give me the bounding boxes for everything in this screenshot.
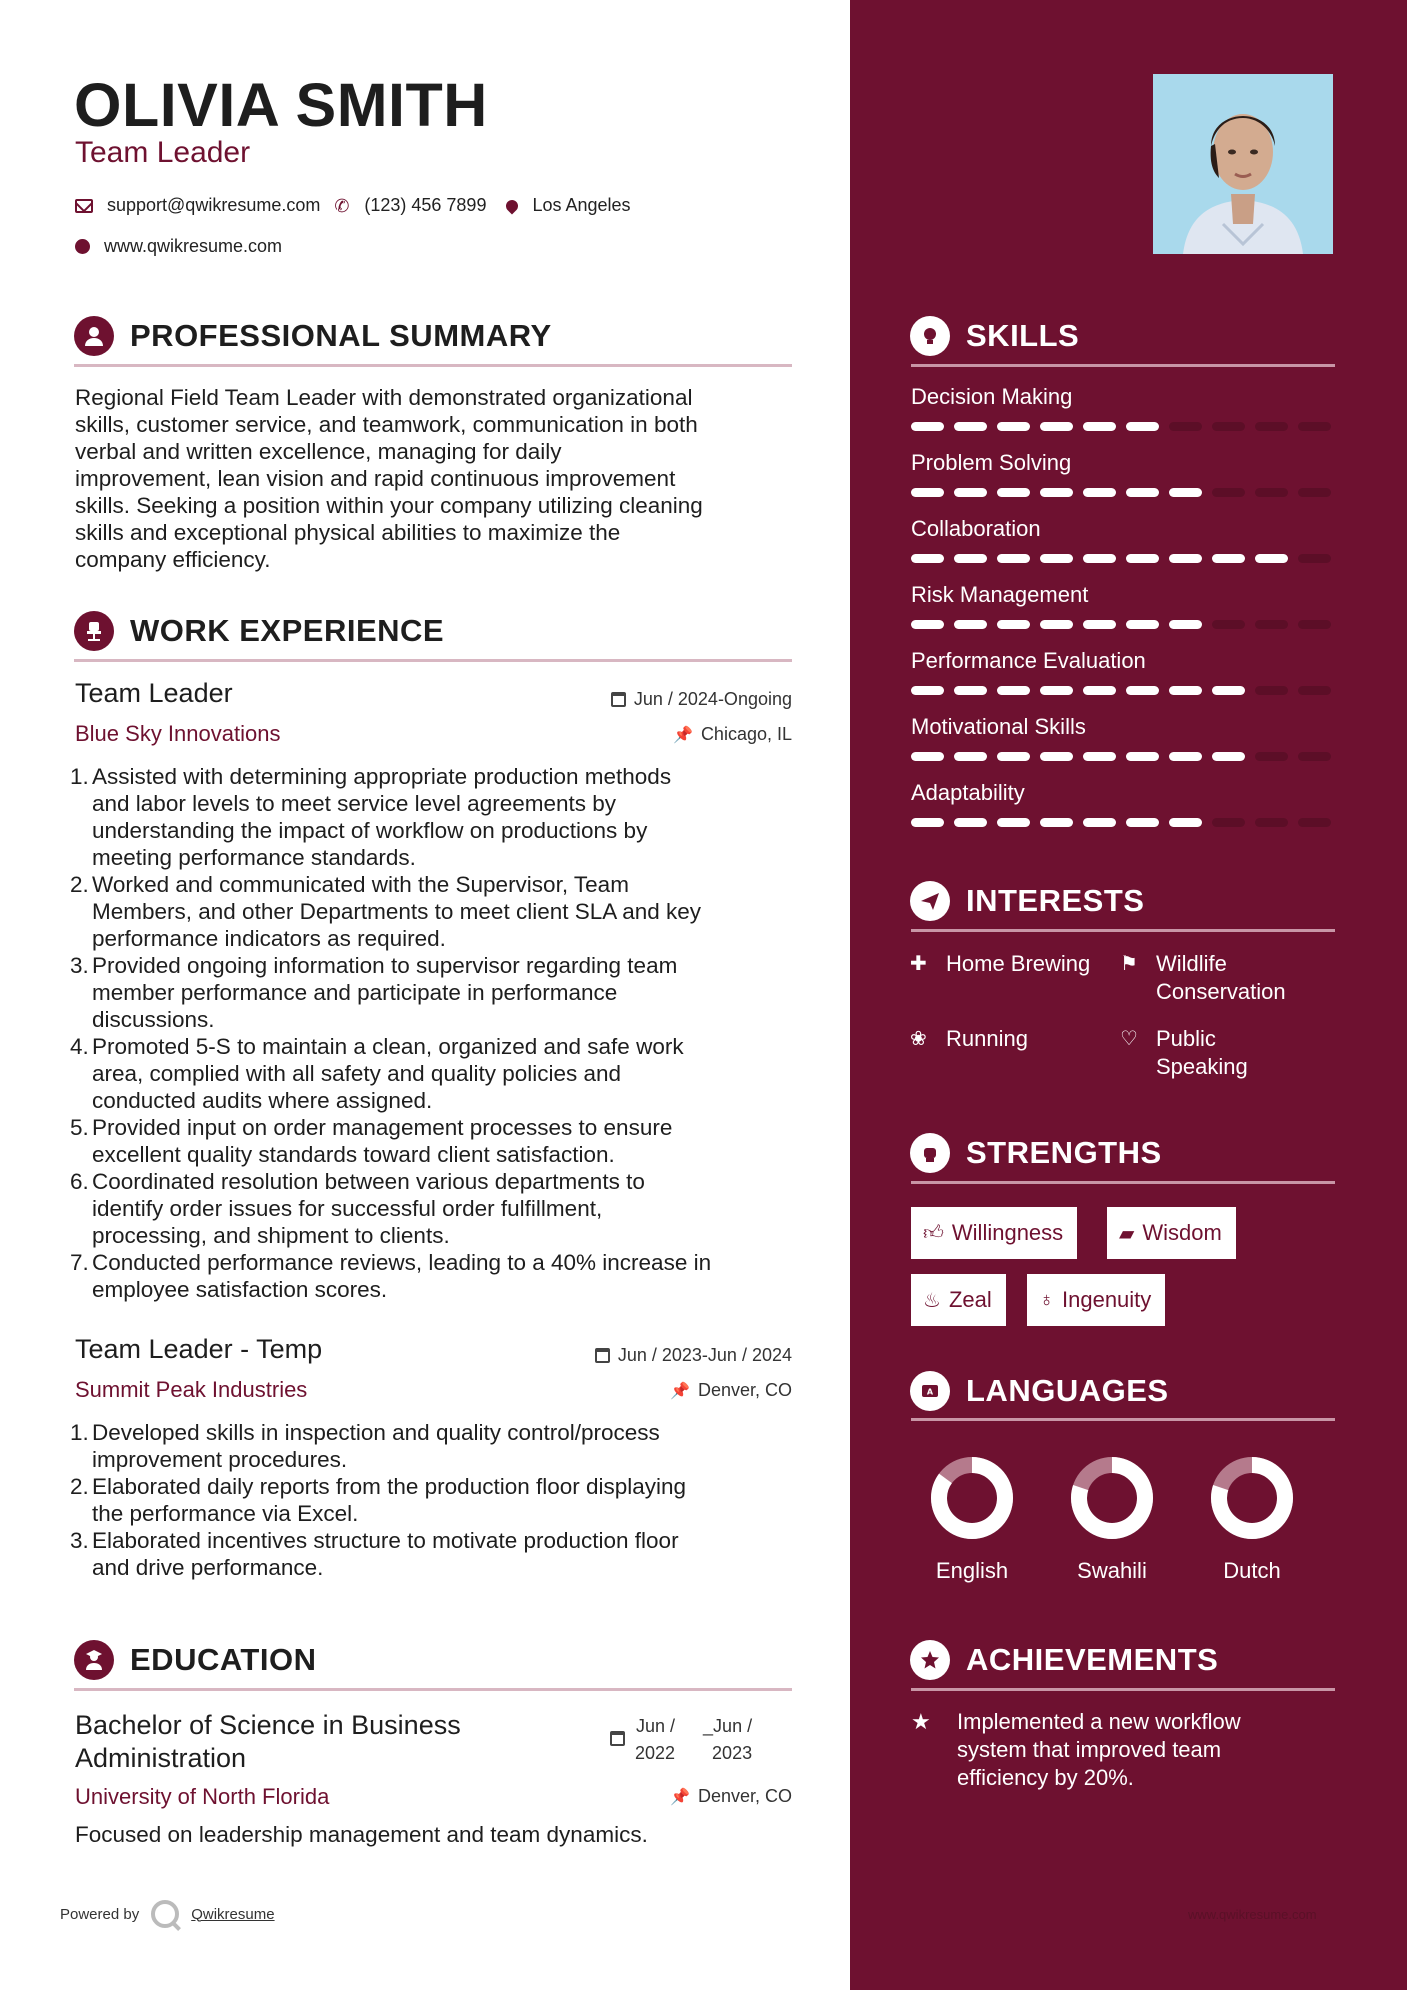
footer	[60, 1900, 275, 1928]
bullet-line: Provided ongoing information to supervisor regarding team	[92, 953, 678, 978]
skill-level-dot	[911, 752, 944, 761]
skill-level-dot	[1212, 818, 1245, 827]
thumbs-up-icon: 👍︎	[923, 1222, 944, 1244]
fist-icon	[910, 1133, 950, 1173]
skill-level-dot	[954, 620, 987, 629]
skill-level-bar	[911, 422, 1335, 431]
interest-label: Home Brewing	[946, 951, 1091, 976]
skill-level-dot	[1040, 488, 1073, 497]
bullet-line: employee satisfaction scores.	[92, 1277, 388, 1302]
bullet-number: 3.	[70, 953, 89, 978]
bullet-line: Assisted with determining appropriate production methods	[92, 764, 672, 789]
bullet-number: 4.	[70, 1034, 89, 1059]
skill-level-dot	[1298, 752, 1331, 761]
skill-level-dot	[1083, 818, 1116, 827]
skill-level-dot	[1126, 620, 1159, 629]
skill-level-dot	[1212, 488, 1245, 497]
office-chair-icon	[74, 611, 114, 651]
skill-level-bar	[911, 554, 1335, 563]
language-label: Swahili	[1077, 1558, 1147, 1583]
skill-label: Motivational Skills	[911, 714, 1086, 739]
website-link[interactable]: www.qwikresume.com	[104, 236, 283, 256]
job-title: Team Leader	[75, 678, 233, 708]
section-title: WORK EXPERIENCE	[130, 613, 445, 648]
education-heading	[74, 1640, 316, 1680]
bullet-line: discussions.	[92, 1007, 215, 1032]
job-bullets	[70, 1419, 814, 1581]
strength-chip	[1107, 1207, 1236, 1259]
language-donut-chart	[1070, 1456, 1154, 1540]
list-item	[70, 1114, 814, 1168]
achievement-line: system that improved team	[957, 1737, 1222, 1762]
skill-label: Risk Management	[911, 582, 1089, 607]
bullet-line: Conducted performance reviews, leading to a 40% increase in	[92, 1250, 712, 1275]
summary-line: verbal and written excellence, managing for daily	[75, 439, 562, 464]
bullet-line: Developed skills in inspection and quality control/process	[92, 1420, 660, 1445]
bullet-line: Elaborated incentives structure to motivate production floor	[92, 1528, 679, 1553]
candidate-role: Team Leader	[75, 136, 251, 169]
skill-level-dot	[954, 818, 987, 827]
job-dates	[520, 689, 792, 710]
language-donut-chart	[930, 1456, 1014, 1540]
summary-line: skills and exceptional physical abilities to maximize the	[75, 520, 621, 545]
bullet-line: excellent quality standards toward client satisfaction.	[92, 1142, 615, 1167]
calendar-icon	[595, 1348, 610, 1363]
skill-level-dot	[1083, 488, 1116, 497]
location-text: Los Angeles	[532, 195, 631, 215]
job-dates	[520, 1345, 792, 1366]
bullet-line: identify order issues for successful order fulfillment,	[92, 1196, 603, 1221]
bullet-line: improvement procedures.	[92, 1447, 348, 1472]
bullet-number: 5.	[70, 1115, 89, 1140]
bullet-line: performance indicators as required.	[92, 926, 446, 951]
start-year: 2022	[635, 1743, 676, 1763]
skill-level-dot	[1083, 554, 1116, 563]
skill-item	[911, 384, 1335, 431]
section-title: LANGUAGES	[966, 1373, 1169, 1408]
section-title: SKILLS	[966, 318, 1080, 353]
section-divider	[911, 1418, 1335, 1421]
skill-level-dot	[1169, 686, 1202, 695]
interest-line: Conservation	[1156, 979, 1286, 1004]
skill-level-dot	[1169, 752, 1202, 761]
bullet-number: 6.	[70, 1169, 89, 1194]
skill-level-dot	[1083, 752, 1116, 761]
skill-level-dot	[1298, 686, 1331, 695]
calendar-icon	[611, 692, 626, 707]
skill-level-dot	[1083, 422, 1116, 431]
email-link[interactable]: support@qwikresume.com	[107, 195, 321, 215]
summary-line: improvement, lean vision and rapid continuous improvement	[75, 466, 676, 491]
paw-icon: ❀	[910, 1028, 927, 1050]
section-title: ACHIEVEMENTS	[966, 1642, 1219, 1677]
skill-level-dot	[1126, 554, 1159, 563]
bullet-line: Elaborated daily reports from the production floor displaying	[92, 1474, 687, 1499]
degree-title	[75, 1709, 461, 1775]
graduate-icon	[74, 1640, 114, 1680]
bullet-line: and drive performance.	[92, 1555, 324, 1580]
language-label: English	[935, 1558, 1009, 1583]
list-item	[70, 1168, 814, 1249]
bullet-line: the performance via Excel.	[92, 1501, 359, 1526]
skill-level-dot	[954, 554, 987, 563]
list-item	[70, 952, 814, 1033]
job-company: Blue Sky Innovations	[75, 721, 281, 746]
languages-heading	[910, 1371, 1169, 1411]
skill-level-dot	[1255, 488, 1288, 497]
skill-level-dot	[1126, 752, 1159, 761]
language-ring	[1210, 1456, 1294, 1540]
skill-level-bar	[911, 752, 1335, 761]
skill-label: Decision Making	[911, 384, 1073, 409]
skill-level-dot	[997, 620, 1030, 629]
paper-plane-icon	[910, 881, 950, 921]
skill-level-dot	[954, 686, 987, 695]
skill-level-dot	[1298, 620, 1331, 629]
bullet-line: Promoted 5-S to maintain a clean, organized and safe work	[92, 1034, 684, 1059]
skill-level-dot	[1083, 686, 1116, 695]
section-title: PROFESSIONAL SUMMARY	[130, 318, 552, 353]
skill-level-dot	[954, 488, 987, 497]
achievement-line: Implemented a new workflow	[957, 1709, 1241, 1734]
interests-heading	[910, 881, 1144, 921]
skill-level-dot	[1169, 422, 1202, 431]
skill-level-dot	[1255, 422, 1288, 431]
skill-level-dot	[997, 554, 1030, 563]
summary-heading	[74, 316, 552, 356]
start-date	[635, 1713, 675, 1767]
thumbtack-icon: 📌	[670, 1788, 690, 1806]
strength-label: Willingness	[951, 1220, 1064, 1245]
interest-item	[1120, 950, 1286, 1006]
skill-item	[911, 582, 1335, 629]
lightbulb-outline-icon: ♁	[1039, 1288, 1054, 1311]
contact-row-2	[75, 236, 282, 257]
skill-level-dot	[1255, 620, 1288, 629]
powered-by-text: Powered by	[60, 1905, 140, 1923]
interest-line: Speaking	[1156, 1054, 1248, 1079]
calendar-icon	[610, 1731, 625, 1746]
skill-level-dot	[1212, 554, 1245, 563]
summary-line: company efficiency.	[75, 547, 271, 572]
job-location-text: Chicago, IL	[700, 724, 792, 744]
language-ring	[1070, 1456, 1154, 1540]
interest-item	[910, 950, 1090, 978]
summary-line: skills, customer service, and teamwork, communication in both	[75, 412, 698, 437]
skill-level-dot	[1169, 554, 1202, 563]
section-title: STRENGTHS	[966, 1135, 1162, 1170]
education-location-text: Denver, CO	[697, 1786, 792, 1806]
bullet-number: 1.	[70, 1420, 89, 1445]
job-company: Summit Peak Industries	[75, 1377, 308, 1402]
bullet-line: area, complied with all safety and quality policies and	[92, 1061, 622, 1086]
bullet-number: 2.	[70, 1474, 89, 1499]
skill-label: Performance Evaluation	[911, 648, 1146, 673]
flag-icon: ⚑	[1120, 953, 1138, 975]
skill-level-dot	[1298, 422, 1331, 431]
skill-level-dot	[1212, 752, 1245, 761]
skill-level-dot	[911, 620, 944, 629]
portrait-image	[1153, 74, 1333, 254]
skill-level-dot	[997, 488, 1030, 497]
skill-label: Adaptability	[911, 780, 1025, 805]
education-note: Focused on leadership management and team dynamics.	[75, 1822, 648, 1847]
skill-level-dot	[997, 686, 1030, 695]
interest-line: Wildlife	[1156, 951, 1227, 976]
strength-chip	[911, 1207, 1077, 1259]
bullet-line: Worked and communicated with the Supervisor, Team	[92, 872, 629, 897]
skill-item	[911, 648, 1335, 695]
skill-level-bar	[911, 818, 1335, 827]
school-name: University of North Florida	[75, 1784, 330, 1809]
skill-label: Collaboration	[911, 516, 1041, 541]
section-divider	[74, 1688, 792, 1691]
envelope-icon	[75, 199, 93, 213]
phone-number: (123) 456 7899	[364, 195, 487, 215]
bullet-line: meeting performance standards.	[92, 845, 416, 870]
bullet-line: Coordinated resolution between various departments to	[92, 1169, 645, 1194]
list-item	[70, 1033, 814, 1114]
job-bullets	[70, 763, 814, 1303]
degree-line: Administration	[75, 1743, 247, 1773]
job-location	[520, 724, 792, 745]
skill-level-dot	[911, 422, 944, 431]
skill-level-dot	[911, 686, 944, 695]
svg-text:A: A	[926, 1387, 934, 1397]
skill-level-dot	[1212, 686, 1245, 695]
summary-line: skills. Seeking a position within your company utilizing cleaning	[75, 493, 703, 518]
qwikresume-logo-icon	[151, 1900, 179, 1928]
achievements-heading	[910, 1640, 1218, 1680]
achievement-line: efficiency by 20%.	[957, 1765, 1134, 1790]
skill-item	[911, 780, 1335, 827]
user-icon	[74, 316, 114, 356]
job-dates-text: Jun / 2023-Jun / 2024	[617, 1345, 792, 1365]
section-divider	[74, 364, 792, 367]
bullet-line: understanding the impact of workflow on productions by	[92, 818, 648, 843]
job-location	[520, 1380, 792, 1401]
section-divider	[911, 1181, 1335, 1184]
skill-level-dot	[954, 752, 987, 761]
bullet-line: processing, and shipment to clients.	[92, 1223, 450, 1248]
bullet-number: 1.	[70, 764, 89, 789]
skill-level-dot	[997, 752, 1030, 761]
bullet-number: 3.	[70, 1528, 89, 1553]
skill-level-dot	[1126, 422, 1159, 431]
thumbtack-icon: 📌	[673, 726, 693, 744]
skill-item	[911, 450, 1335, 497]
achievement-text	[957, 1708, 1241, 1792]
job-title: Team Leader - Temp	[75, 1334, 323, 1364]
list-item	[70, 1419, 814, 1473]
skill-level-dot	[997, 422, 1030, 431]
skill-level-dot	[1255, 752, 1288, 761]
job-location-text: Denver, CO	[697, 1380, 792, 1400]
strength-label: Wisdom	[1142, 1220, 1222, 1245]
interest-item	[1120, 1025, 1248, 1081]
skill-level-dot	[1040, 818, 1073, 827]
language-donut-chart	[1210, 1456, 1294, 1540]
list-item	[70, 763, 814, 871]
skill-level-dot	[954, 422, 987, 431]
map-marker-icon	[504, 197, 521, 214]
list-item	[70, 871, 814, 952]
section-divider	[911, 364, 1335, 367]
end-date	[703, 1713, 752, 1767]
bullet-line: Members, and other Departments to meet client SLA and key	[92, 899, 702, 924]
language-ring	[930, 1456, 1014, 1540]
phone-icon: ✆	[334, 195, 350, 216]
bullet-number: 2.	[70, 872, 89, 897]
skill-level-dot	[1255, 818, 1288, 827]
profile-photo	[1153, 74, 1333, 254]
skill-level-dot	[1126, 818, 1159, 827]
bullet-line: conducted audits where assigned.	[92, 1088, 433, 1113]
shooting-star-icon: ★	[911, 1709, 931, 1734]
strength-label: Ingenuity	[1062, 1287, 1152, 1312]
list-item	[70, 1249, 814, 1303]
degree-line: Bachelor of Science in Business	[75, 1710, 461, 1740]
education-dates	[610, 1713, 810, 1767]
bullet-number: 7.	[70, 1250, 89, 1275]
skill-level-dot	[1040, 686, 1073, 695]
section-divider	[911, 929, 1335, 932]
list-item	[70, 1473, 814, 1527]
bullet-line: member performance and participate in performance	[92, 980, 618, 1005]
skill-item	[911, 714, 1335, 761]
language-label: Dutch	[1223, 1558, 1281, 1583]
skill-level-bar	[911, 620, 1335, 629]
skill-level-dot	[1298, 488, 1331, 497]
heartbeat-icon: ♡	[1120, 1028, 1138, 1050]
skill-level-dot	[911, 488, 944, 497]
brand-link[interactable]: Qwikresume	[191, 1905, 275, 1923]
skill-level-dot	[1255, 554, 1288, 563]
contact-row-1	[75, 195, 631, 216]
summary-text	[75, 384, 805, 573]
skill-level-dot	[1212, 422, 1245, 431]
candidate-name: OLIVIA SMITH	[74, 71, 488, 139]
language-icon	[910, 1371, 950, 1411]
start-month: Jun /	[636, 1716, 676, 1736]
summary-line: Regional Field Team Leader with demonstrated organizational	[75, 385, 693, 410]
end-month: _Jun /	[703, 1716, 753, 1736]
star-badge-icon	[910, 1640, 950, 1680]
skill-level-dot	[1169, 620, 1202, 629]
skill-level-dot	[997, 818, 1030, 827]
interest-item	[910, 1025, 1028, 1053]
bullet-line: and labor levels to meet service level agreements by	[92, 791, 617, 816]
skill-level-dot	[1212, 620, 1245, 629]
skill-level-bar	[911, 686, 1335, 695]
strength-label: Zeal	[948, 1287, 992, 1312]
skill-level-dot	[1126, 686, 1159, 695]
skill-level-dot	[1126, 488, 1159, 497]
skill-level-dot	[1169, 488, 1202, 497]
skill-level-dot	[1298, 554, 1331, 563]
watermark: www.qwikresume.com	[1188, 1907, 1317, 1922]
strength-chip	[911, 1274, 1006, 1326]
globe-icon	[75, 239, 90, 254]
strength-chip	[1027, 1274, 1165, 1326]
interest-line: Public	[1156, 1026, 1216, 1051]
achievement-item	[911, 1708, 1331, 1792]
book-icon: ▰	[1119, 1222, 1135, 1245]
skill-level-dot	[911, 554, 944, 563]
skill-level-dot	[1083, 620, 1116, 629]
puzzle-icon: ✚	[910, 953, 927, 975]
job-dates-text: Jun / 2024-Ongoing	[633, 689, 792, 709]
section-title: EDUCATION	[130, 1642, 317, 1677]
lightbulb-icon	[910, 316, 950, 356]
interest-label	[1156, 1025, 1248, 1081]
skills-heading	[910, 316, 1079, 356]
section-divider	[74, 659, 792, 662]
skill-level-dot	[911, 818, 944, 827]
skill-item	[911, 516, 1335, 563]
skill-level-dot	[1298, 818, 1331, 827]
interest-label: Running	[946, 1026, 1028, 1051]
thumbtack-icon: 📌	[670, 1382, 690, 1400]
strengths-heading	[910, 1133, 1162, 1173]
end-year: 2023	[712, 1743, 753, 1763]
skill-level-dot	[1255, 686, 1288, 695]
skill-level-dot	[1040, 554, 1073, 563]
experience-heading	[74, 611, 444, 651]
section-divider	[911, 1688, 1335, 1691]
skill-label: Problem Solving	[911, 450, 1072, 475]
fire-icon: ♨	[923, 1289, 941, 1312]
interest-label	[1156, 950, 1286, 1006]
skill-level-dot	[1169, 818, 1202, 827]
section-title: INTERESTS	[966, 883, 1145, 918]
skill-level-dot	[1040, 752, 1073, 761]
skill-level-bar	[911, 488, 1335, 497]
bullet-line: Provided input on order management processes to ensure	[92, 1115, 673, 1140]
skill-level-dot	[1040, 422, 1073, 431]
list-item	[70, 1527, 814, 1581]
education-location	[520, 1786, 792, 1807]
skill-level-dot	[1040, 620, 1073, 629]
